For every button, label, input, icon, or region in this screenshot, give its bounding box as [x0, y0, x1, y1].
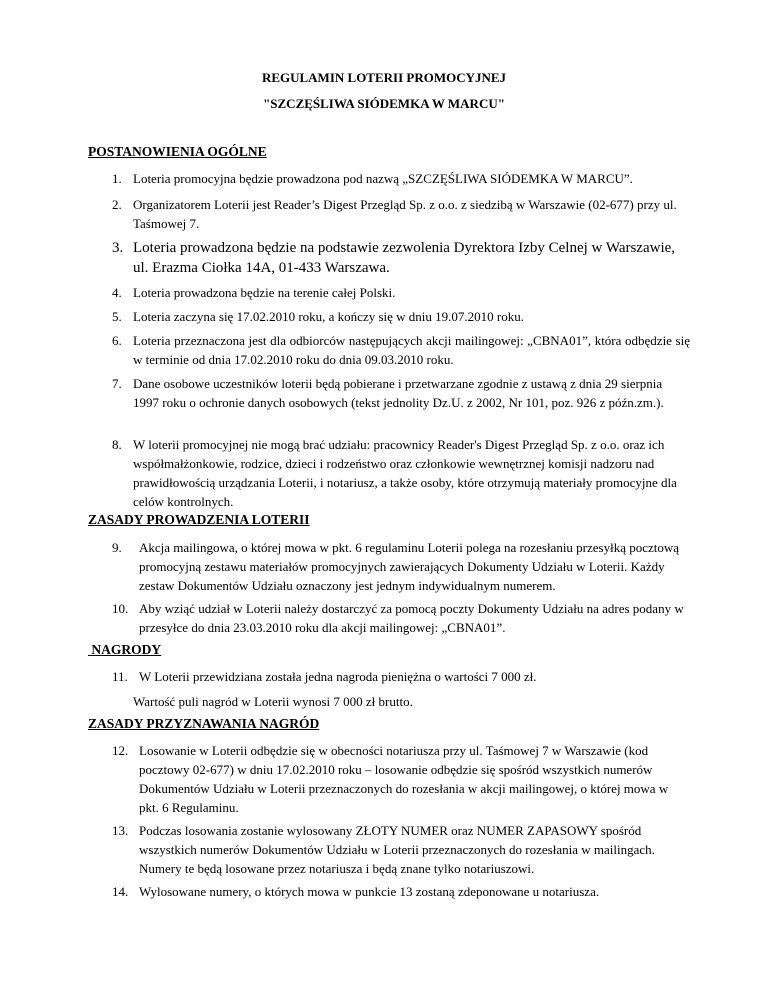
list-item [112, 667, 690, 686]
item-text: Loteria promocyjna będzie prowadzona pod nazwą „SZCZĘŚLIWA SIÓDEMKA W MARCU”. [133, 171, 633, 186]
item-text: Podczas losowania zostanie wylosowany ZŁOTY NUMER oraz NUMER ZAPASOWY spośród wszystkich numerów Dokumentów Udziału w Loterii przeznaczonych do rozesłania w mailingach. Numery te będą losowane przez notariusza i będą znane tylko notariuszowi. [139, 823, 655, 876]
list-item [112, 882, 690, 901]
section-heading-prizes: NAGRODY [88, 642, 162, 657]
item-text: W Loterii przewidziana została jedna nagroda pieniężna o wartości 7 000 zł. [139, 669, 537, 684]
item-number: 13. [112, 823, 129, 838]
item-text: Loteria prowadzona będzie na terenie całej Polski. [133, 285, 396, 300]
item-text: W loterii promocyjnej nie mogą brać udziału: pracownicy Reader's Digest Przegląd Sp. z o.o. oraz ich współmałżonkowie, rodzice, dzieci i rodzeństwo oraz członkowie wewnętrznej komisji nadzoru nad prawidłowością urządzania Loterii, i notariusz, a także osoby, które otrzymują materiały promocyjne dla celów kontrolnych. [133, 437, 677, 509]
item-number: 7. [112, 376, 122, 391]
list-item [112, 169, 690, 188]
section-heading-prize-awarding: ZASADY PRZYZNAWANIA NAGRÓD [88, 716, 320, 731]
list-item [112, 821, 690, 878]
list-item [112, 374, 690, 412]
item-text: Wylosowane numery, o których mowa w punkcie 13 zostaną zdeponowane u notariusza. [139, 884, 600, 899]
list-item [112, 238, 690, 278]
item-number: 3. [112, 240, 124, 256]
list-item [112, 331, 690, 369]
document-title-line1: REGULAMIN LOTERII PROMOCYJNEJ [261, 70, 507, 85]
item-number: 6. [112, 333, 122, 348]
item-text: Dane osobowe uczestników loterii będą pobierane i przetwarzane zgodnie z ustawą z dnia 29 sierpnia 1997 roku o ochronie danych osobowych (tekst jednolity Dz.U. z 2002, Nr 101, poz. 926 z późn.zm.). [133, 376, 664, 410]
item-number: 2. [112, 197, 122, 212]
list-item [112, 283, 690, 302]
item-text: Akcja mailingowa, o której mowa w pkt. 6 regulaminu Loterii polega na rozesłaniu przesyłką pocztową promocyjną zestawu materiałów promocyjnych zawierających Dokumenty Udziału w Loterii. Każdy zestaw Dokumentów Udziału oznaczony jest jednym indywidualnym numerem. [139, 540, 680, 593]
list-item [112, 195, 690, 233]
item-text: Loteria przeznaczona jest dla odbiorców następujących akcji mailingowej: „CBNA01”, która odbędzie się w terminie od dnia 17.02.2010 roku do dnia 09.03.2010 roku. [133, 333, 690, 367]
item-text: Loteria prowadzona będzie na podstawie zezwolenia Dyrektora Izby Celnej w Warszawie, ul. Erazma Ciołka 14A, 01-433 Warszawa. [133, 240, 676, 276]
prize-pool-paragraph: Wartość puli nagród w Loterii wynosi 7 000 zł brutto. [133, 694, 413, 709]
list-item [112, 599, 690, 637]
list-item [112, 741, 690, 817]
item-number: 14. [112, 884, 129, 899]
section-heading-general-provisions: POSTANOWIENIA OGÓLNE [88, 144, 267, 159]
document-title-line2: "SZCZĘŚLIWA SIÓDEMKA W MARCU" [263, 96, 505, 111]
item-number: 4. [112, 285, 122, 300]
list-item [112, 307, 690, 326]
item-number: 11. [112, 669, 128, 684]
item-number: 1. [112, 171, 122, 186]
section-heading-lottery-rules: ZASADY PROWADZENIA LOTERII [88, 512, 310, 527]
item-number: 12. [112, 743, 129, 758]
item-number: 8. [112, 437, 122, 452]
item-text: Organizatorem Loterii jest Reader’s Digest Przegląd Sp. z o.o. z siedzibą w Warszawie (02-677) przy ul. Taśmowej 7. [133, 197, 677, 231]
item-text: Aby wziąć udział w Loterii należy dostarczyć za pomocą poczty Dokumenty Udziału na adres podany w przesyłce do dnia 23.03.2010 roku dla akcji mailingowej: „CBNA01”. [139, 601, 684, 635]
list-item [112, 538, 690, 595]
item-text: Losowanie w Loterii odbędzie się w obecności notariusza przy ul. Taśmowej 7 w Warszawie (kod pocztowy 02-677) w dniu 17.02.2010 roku – losowanie odbędzie się spośród wszystkich numerów Dokumentów Udziału w Loterii przeznaczonych do rozesłania w akcji mailingowej, o której mowa w pkt. 6 Regulaminu. [139, 743, 669, 815]
item-number: 10. [112, 601, 129, 616]
item-text: Loteria zaczyna się 17.02.2010 roku, a kończy się w dniu 19.07.2010 roku. [133, 309, 524, 324]
item-number: 9. [112, 540, 122, 555]
list-item [112, 435, 690, 511]
item-number: 5. [112, 309, 122, 324]
